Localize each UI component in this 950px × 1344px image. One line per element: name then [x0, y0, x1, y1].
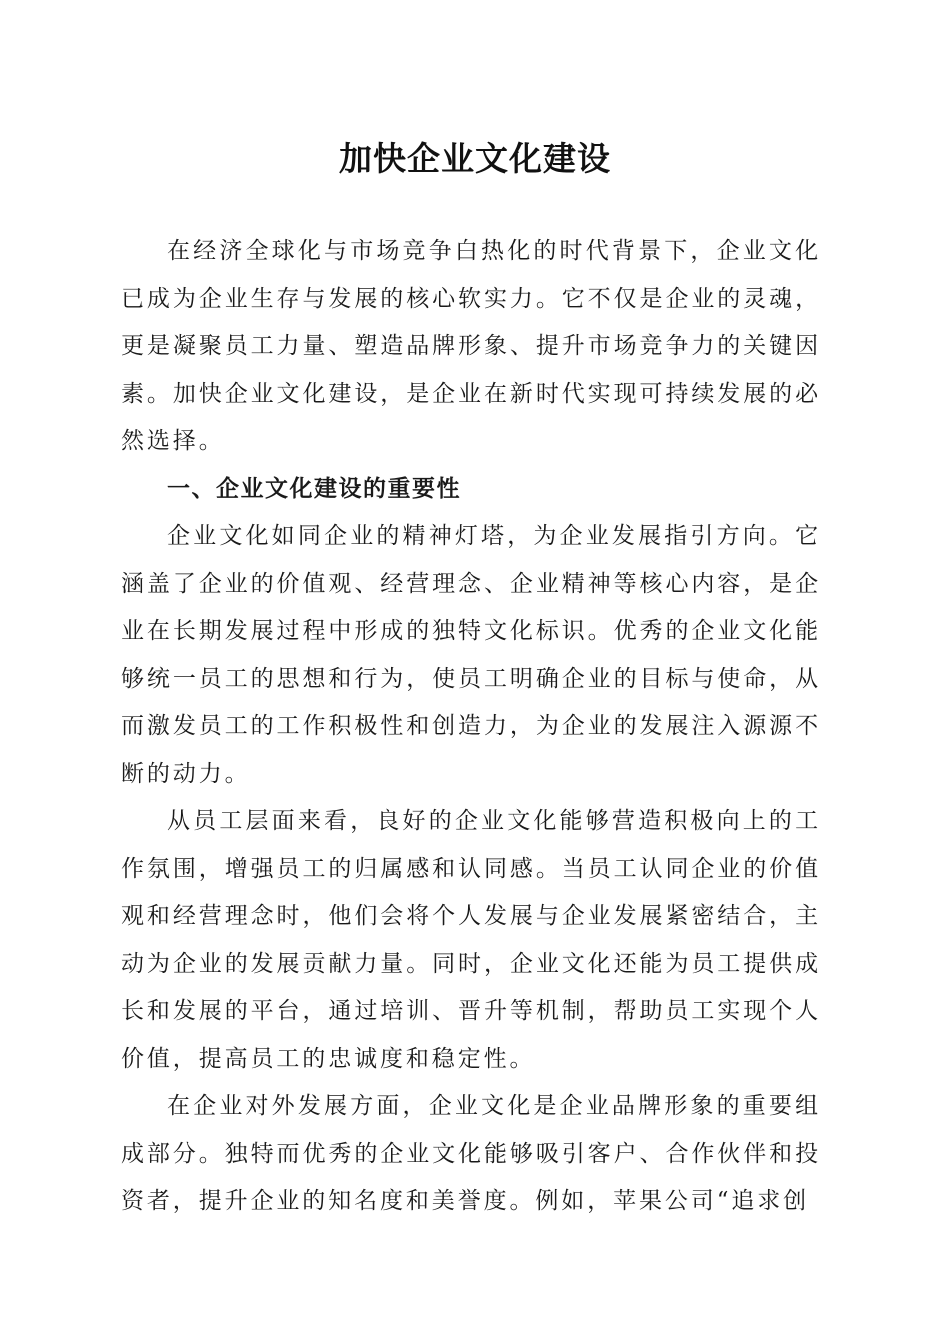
body-paragraph: 在企业对外发展方面，企业文化是企业品牌形象的重要组成部分。独特而优秀的企业文化能够吸引客户、合作伙伴和投资者，提升企业的知名度和美誉度。例如，苹果公司“追求创: [121, 1093, 821, 1214]
section-heading: 一、企业文化建设的重要性: [167, 475, 461, 502]
body-paragraph: 企业文化如同企业的精神灯塔，为企业发展指引方向。它涵盖了企业的价值观、经营理念、企业精神等核心内容，是企业在长期发展过程中形成的独特文化标识。优秀的企业文化能够统一员工的思想和行为，使员工明确企业的目标与使命，从而激发员工的工作积极性和创造力，为企业的发展注入源源不断的动力。: [121, 523, 821, 787]
document-body: [121, 228, 821, 1226]
body-paragraph: 从员工层面来看，良好的企业文化能够营造积极向上的工作氛围，增强员工的归属感和认同感。当员工认同企业的价值观和经营理念时，他们会将个人发展与企业发展紧密结合，主动为企业的发展贡献力量。同时，企业文化还能为员工提供成长和发展的平台，通过培训、晋升等机制，帮助员工实现个人价值，提高员工的忠诚度和稳定性。: [121, 808, 821, 1072]
document-title: 加快企业文化建设: [339, 139, 611, 178]
intro-paragraph: 在经济全球化与市场竞争白热化的时代背景下，企业文化已成为企业生存与发展的核心软实力。它不仅是企业的灵魂，更是凝聚员工力量、塑造品牌形象、提升市场竞争力的关键因素。加快企业文化建设，是企业在新时代实现可持续发展的必然选择。: [121, 238, 821, 454]
